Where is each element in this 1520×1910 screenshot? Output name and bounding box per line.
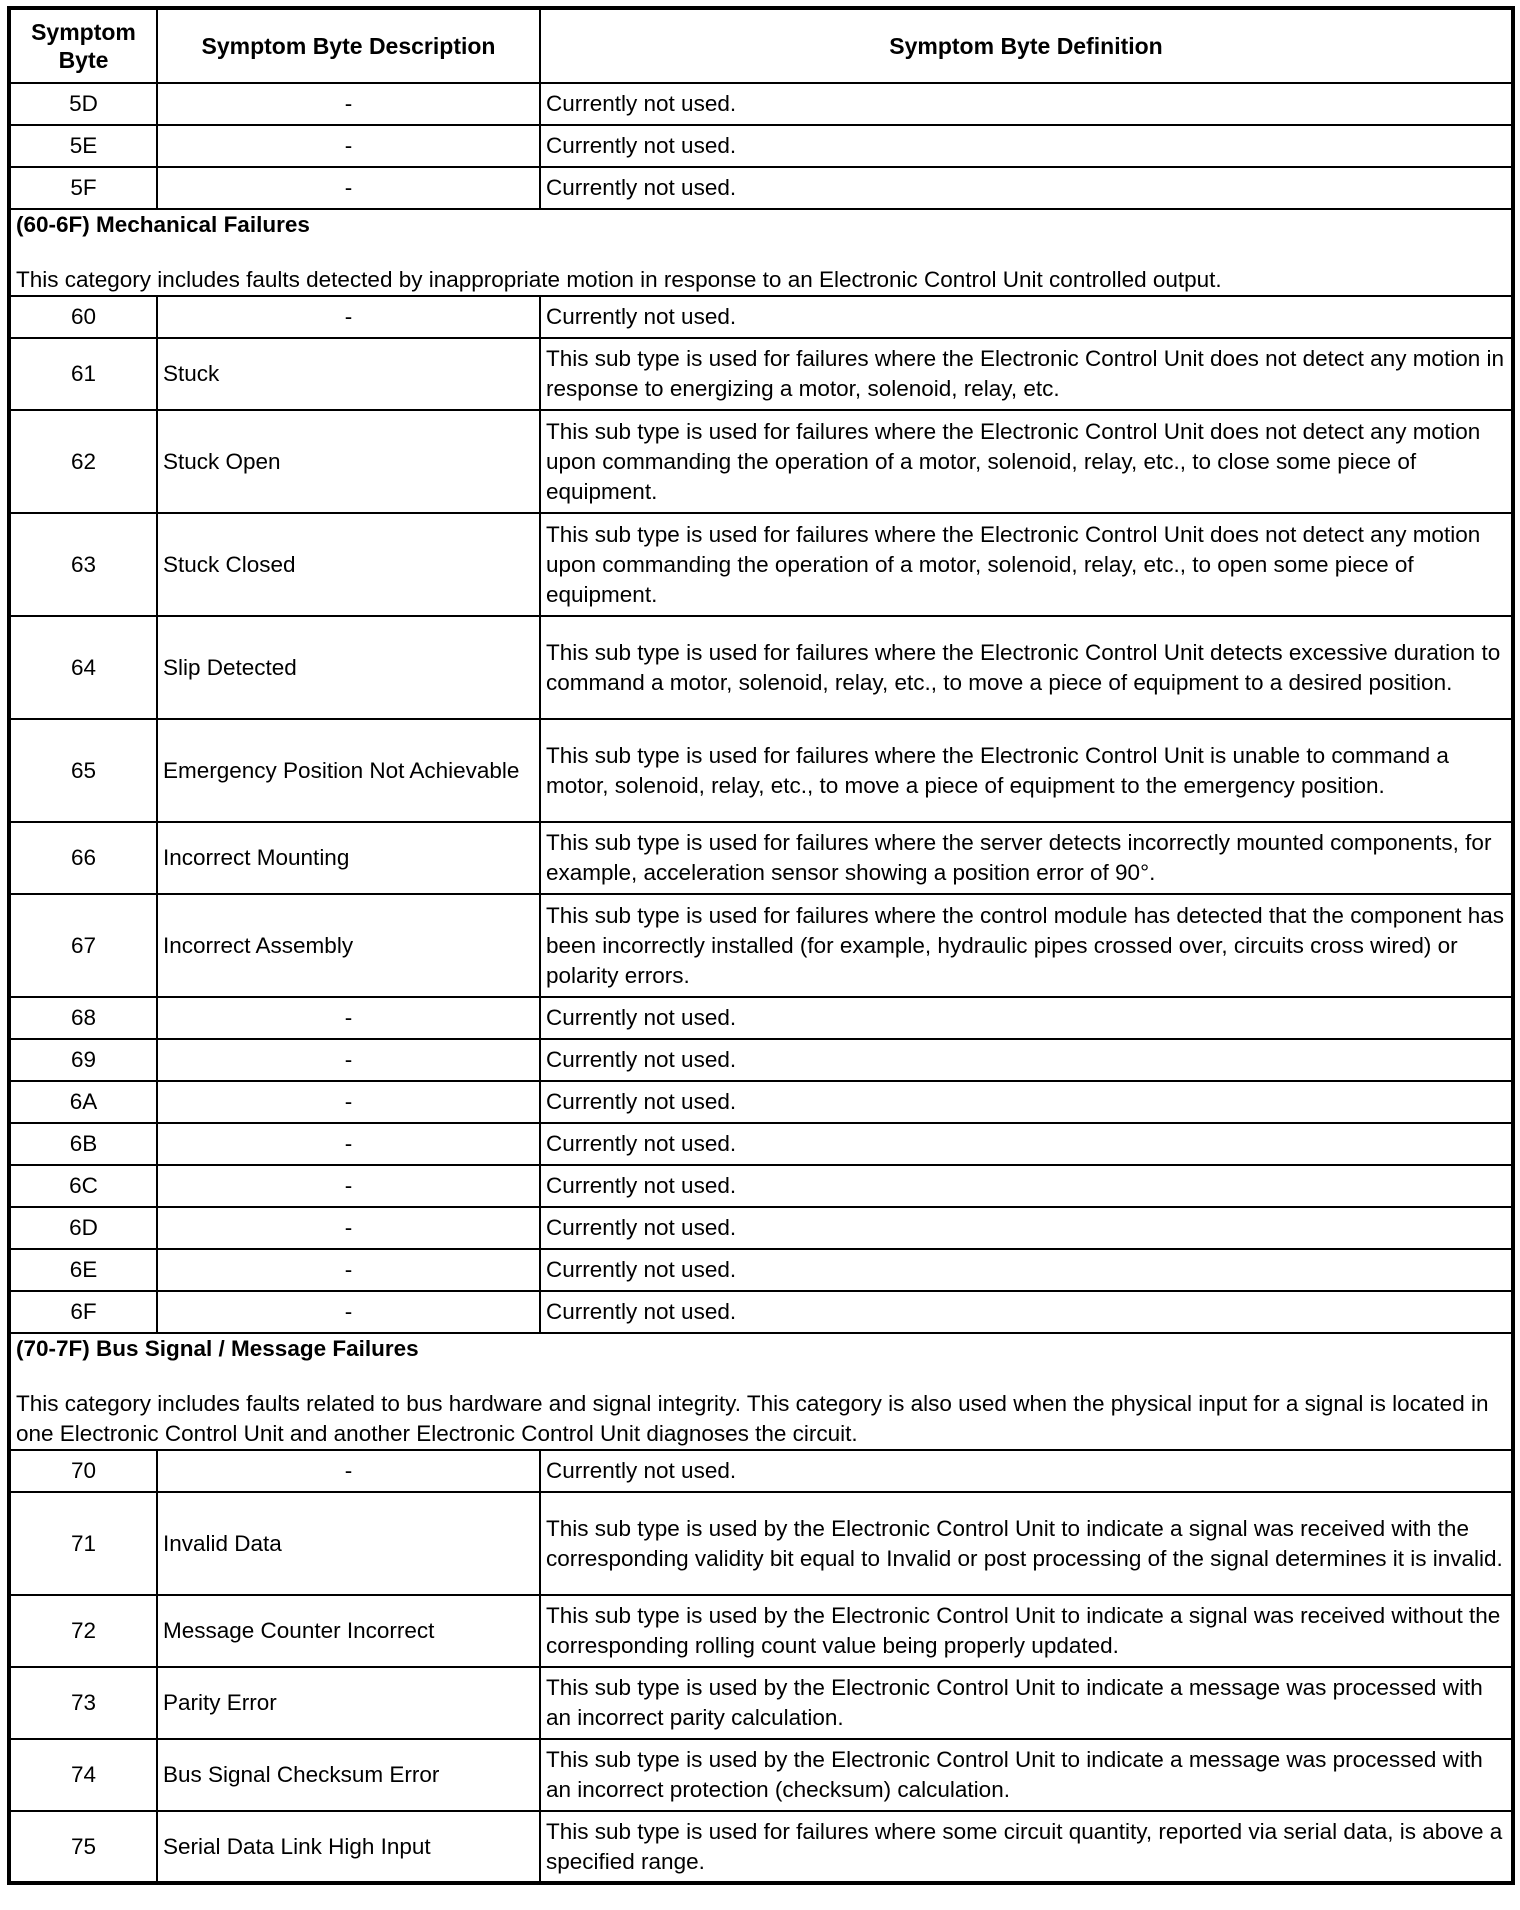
table-row bbox=[9, 125, 1513, 167]
description-cell: Incorrect Assembly bbox=[157, 894, 540, 997]
description-cell: Parity Error bbox=[157, 1667, 540, 1739]
description-cell: - bbox=[157, 1081, 540, 1123]
definition-cell: Currently not used. bbox=[540, 1207, 1513, 1249]
symptom-byte-cell: 6B bbox=[9, 1123, 157, 1165]
description-cell: - bbox=[157, 296, 540, 338]
symptom-byte-cell: 5F bbox=[9, 167, 157, 209]
symptom-byte-cell: 67 bbox=[9, 894, 157, 997]
table-row bbox=[9, 1291, 1513, 1333]
symptom-byte-cell: 75 bbox=[9, 1811, 157, 1883]
definition-cell: This sub type is used for failures where the server detects incorrectly mounted components, for example, acceleration sensor showing a position error of 90°. bbox=[540, 822, 1513, 894]
table-row bbox=[9, 1739, 1513, 1811]
description-cell: - bbox=[157, 1450, 540, 1492]
table-row bbox=[9, 83, 1513, 125]
table-row bbox=[9, 338, 1513, 410]
symptom-byte-cell: 74 bbox=[9, 1739, 157, 1811]
description-cell: Stuck bbox=[157, 338, 540, 410]
description-cell: Stuck Open bbox=[157, 410, 540, 513]
definition-cell: This sub type is used for failures where some circuit quantity, reported via serial data, is above a specified range. bbox=[540, 1811, 1513, 1883]
section-cell bbox=[9, 1333, 1513, 1450]
symptom-byte-cell: 69 bbox=[9, 1039, 157, 1081]
definition-cell: Currently not used. bbox=[540, 1123, 1513, 1165]
header-symptom-byte: Symptom Byte bbox=[9, 8, 157, 83]
description-cell: - bbox=[157, 1249, 540, 1291]
section-row-bus-signal bbox=[9, 1333, 1513, 1450]
definition-cell: This sub type is used for failures where the control module has detected that the component has been incorrectly installed (for example, hydraulic pipes crossed over, circuits cross wired) or polarity errors. bbox=[540, 894, 1513, 997]
symptom-byte-cell: 6A bbox=[9, 1081, 157, 1123]
description-cell: - bbox=[157, 167, 540, 209]
definition-cell: Currently not used. bbox=[540, 1081, 1513, 1123]
definition-cell: This sub type is used for failures where the Electronic Control Unit does not detect any motion upon commanding the operation of a motor, solenoid, relay, etc., to close some piece of equipment. bbox=[540, 410, 1513, 513]
definition-cell: This sub type is used for failures where the Electronic Control Unit is unable to command a motor, solenoid, relay, etc., to move a piece of equipment to the emergency position. bbox=[540, 719, 1513, 822]
symptom-byte-cell: 5D bbox=[9, 83, 157, 125]
table-row bbox=[9, 1450, 1513, 1492]
table-row bbox=[9, 616, 1513, 719]
description-cell: - bbox=[157, 125, 540, 167]
description-cell: - bbox=[157, 1207, 540, 1249]
table-row bbox=[9, 1123, 1513, 1165]
symptom-byte-cell: 60 bbox=[9, 296, 157, 338]
symptom-byte-cell: 6E bbox=[9, 1249, 157, 1291]
header-description: Symptom Byte Description bbox=[157, 8, 540, 83]
symptom-byte-cell: 68 bbox=[9, 997, 157, 1039]
section-title: (70-7F) Bus Signal / Message Failures bbox=[16, 1336, 419, 1361]
description-cell: - bbox=[157, 1165, 540, 1207]
table-row bbox=[9, 1667, 1513, 1739]
description-cell: Message Counter Incorrect bbox=[157, 1595, 540, 1667]
table-row bbox=[9, 167, 1513, 209]
section-row-mechanical bbox=[9, 209, 1513, 296]
definition-cell: Currently not used. bbox=[540, 1165, 1513, 1207]
definition-cell: Currently not used. bbox=[540, 296, 1513, 338]
description-cell: Invalid Data bbox=[157, 1492, 540, 1595]
table-row bbox=[9, 1081, 1513, 1123]
description-cell: - bbox=[157, 1123, 540, 1165]
table-row bbox=[9, 410, 1513, 513]
description-cell: Incorrect Mounting bbox=[157, 822, 540, 894]
symptom-byte-cell: 63 bbox=[9, 513, 157, 616]
header-row bbox=[9, 8, 1513, 83]
section-description: This category includes faults related to bus hardware and signal integrity. This category is also used when the physical input for a signal is located in one Electronic Control Unit and another Electronic Control Unit diagnoses the circuit. bbox=[16, 1391, 1489, 1446]
definition-cell: Currently not used. bbox=[540, 83, 1513, 125]
description-cell: Slip Detected bbox=[157, 616, 540, 719]
symptom-byte-cell: 66 bbox=[9, 822, 157, 894]
definition-cell: Currently not used. bbox=[540, 1249, 1513, 1291]
table-row bbox=[9, 1595, 1513, 1667]
definition-cell: This sub type is used for failures where the Electronic Control Unit detects excessive duration to command a motor, solenoid, relay, etc., to move a piece of equipment to a desired position. bbox=[540, 616, 1513, 719]
symptom-byte-cell: 71 bbox=[9, 1492, 157, 1595]
table-row bbox=[9, 1165, 1513, 1207]
definition-cell: This sub type is used for failures where the Electronic Control Unit does not detect any motion in response to energizing a motor, solenoid, relay, etc. bbox=[540, 338, 1513, 410]
symptom-byte-cell: 73 bbox=[9, 1667, 157, 1739]
definition-cell: This sub type is used by the Electronic Control Unit to indicate a message was processed with an incorrect protection (checksum) calculation. bbox=[540, 1739, 1513, 1811]
definition-cell: This sub type is used by the Electronic Control Unit to indicate a signal was received with the corresponding validity bit equal to Invalid or post processing of the signal determines it is invalid. bbox=[540, 1492, 1513, 1595]
table-row bbox=[9, 719, 1513, 822]
description-cell: - bbox=[157, 1039, 540, 1081]
table-row bbox=[9, 1249, 1513, 1291]
table-row bbox=[9, 1811, 1513, 1883]
table-row bbox=[9, 296, 1513, 338]
section-cell bbox=[9, 209, 1513, 296]
section-title: (60-6F) Mechanical Failures bbox=[16, 212, 310, 237]
definition-cell: Currently not used. bbox=[540, 1450, 1513, 1492]
symptom-byte-cell: 72 bbox=[9, 1595, 157, 1667]
table-row bbox=[9, 1492, 1513, 1595]
table-row bbox=[9, 997, 1513, 1039]
description-cell: - bbox=[157, 1291, 540, 1333]
symptom-byte-cell: 64 bbox=[9, 616, 157, 719]
section-description: This category includes faults detected by inappropriate motion in response to an Electronic Control Unit controlled output. bbox=[16, 267, 1222, 292]
definition-cell: This sub type is used by the Electronic Control Unit to indicate a signal was received without the corresponding rolling count value being properly updated. bbox=[540, 1595, 1513, 1667]
symptom-byte-cell: 65 bbox=[9, 719, 157, 822]
symptom-byte-cell: 70 bbox=[9, 1450, 157, 1492]
description-cell: Emergency Position Not Achievable bbox=[157, 719, 540, 822]
definition-cell: Currently not used. bbox=[540, 167, 1513, 209]
description-cell: Stuck Closed bbox=[157, 513, 540, 616]
table-row bbox=[9, 822, 1513, 894]
symptom-byte-table bbox=[7, 6, 1515, 1885]
table-row bbox=[9, 1207, 1513, 1249]
symptom-byte-cell: 5E bbox=[9, 125, 157, 167]
definition-cell: Currently not used. bbox=[540, 1291, 1513, 1333]
symptom-byte-cell: 6C bbox=[9, 1165, 157, 1207]
definition-cell: Currently not used. bbox=[540, 125, 1513, 167]
definition-cell: This sub type is used by the Electronic Control Unit to indicate a message was processed with an incorrect parity calculation. bbox=[540, 1667, 1513, 1739]
table-row bbox=[9, 513, 1513, 616]
symptom-byte-cell: 62 bbox=[9, 410, 157, 513]
table-row bbox=[9, 894, 1513, 997]
table-row bbox=[9, 1039, 1513, 1081]
description-cell: Bus Signal Checksum Error bbox=[157, 1739, 540, 1811]
header-definition: Symptom Byte Definition bbox=[540, 8, 1513, 83]
description-cell: Serial Data Link High Input bbox=[157, 1811, 540, 1883]
definition-cell: Currently not used. bbox=[540, 1039, 1513, 1081]
symptom-byte-cell: 61 bbox=[9, 338, 157, 410]
description-cell: - bbox=[157, 83, 540, 125]
symptom-byte-cell: 6D bbox=[9, 1207, 157, 1249]
definition-cell: Currently not used. bbox=[540, 997, 1513, 1039]
description-cell: - bbox=[157, 997, 540, 1039]
definition-cell: This sub type is used for failures where the Electronic Control Unit does not detect any motion upon commanding the operation of a motor, solenoid, relay, etc., to open some piece of equipment. bbox=[540, 513, 1513, 616]
symptom-byte-cell: 6F bbox=[9, 1291, 157, 1333]
